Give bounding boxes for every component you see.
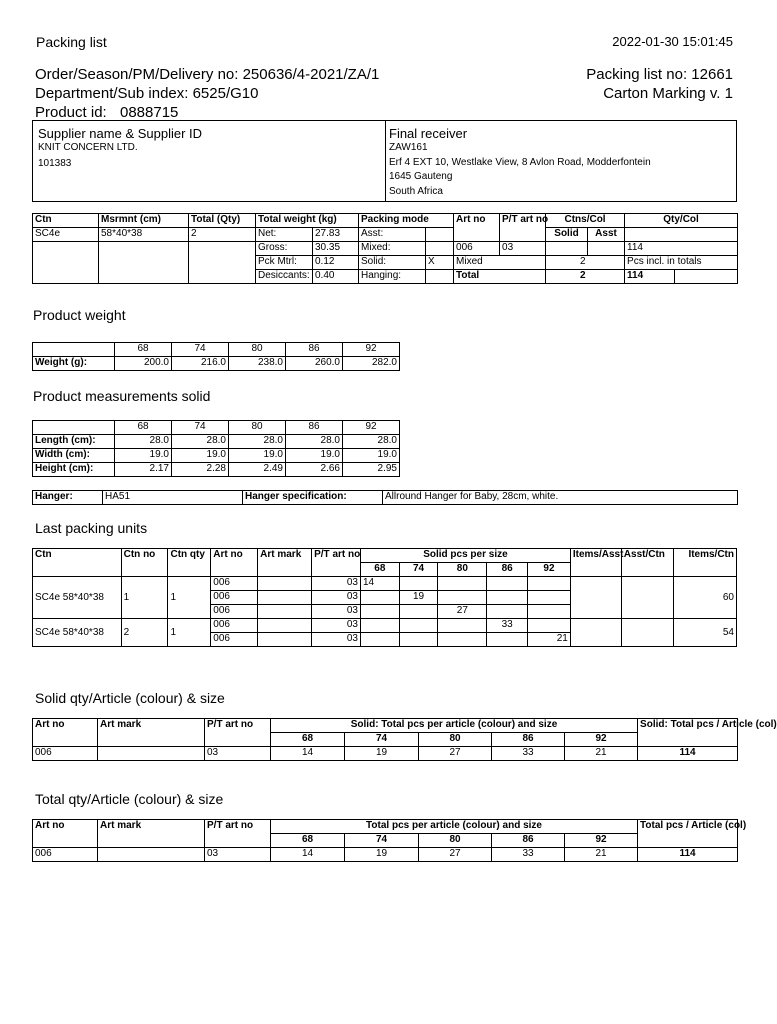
mixed-label: Mixed: [359, 242, 426, 256]
size-80: 80 [438, 563, 487, 577]
box-divider [385, 121, 386, 201]
row-pt: 03 [205, 848, 271, 862]
weight-value: 260.0 [286, 357, 343, 371]
col-total-pcs: Total pcs / Article (col) [638, 820, 738, 848]
row-qty [438, 577, 487, 591]
size-68: 68 [271, 834, 345, 848]
row-pt: 03 [312, 577, 361, 591]
row-qty [438, 619, 487, 633]
hanger-spec-label: Hanger specification: [243, 491, 383, 505]
receiver-address: Erf 4 EXT 10, Westlake View, 8 Avlon Road, Modderfontein [389, 157, 651, 168]
row-total: 114 [638, 848, 738, 862]
col-solid-total: Solid: Total pcs / Article (col) [638, 719, 738, 747]
row-qty: 33 [492, 747, 565, 761]
row-pt: 03 [205, 747, 271, 761]
row-qty: 21 [565, 747, 638, 761]
section-last-units: Last packing units [35, 520, 148, 536]
total-row-label: Total [454, 270, 546, 284]
col-art-no: Art no [33, 820, 98, 848]
size-92: 92 [343, 421, 400, 435]
size-74: 74 [172, 343, 229, 357]
receiver-country: South Africa [389, 186, 443, 197]
size-68: 68 [271, 733, 345, 747]
row-qty: 14 [361, 577, 400, 591]
col-measurement: Msrmnt (cm) [99, 214, 189, 228]
weight-label: Weight (g): [33, 357, 115, 371]
col-items-ctn: Items/Ctn [673, 549, 736, 577]
solid-mark: X [426, 256, 454, 270]
group-ctn-qty: 1 [168, 577, 211, 619]
size-74: 74 [172, 421, 229, 435]
row-art-mark [258, 619, 312, 633]
print-datetime: 2022-01-30 15:01:45 [612, 34, 733, 49]
row-qty: 33 [487, 619, 528, 633]
row-qty [487, 605, 528, 619]
row-qty [487, 577, 528, 591]
weight-table [32, 342, 400, 371]
row-qty [438, 633, 487, 647]
hanging-mark [426, 270, 454, 284]
row-qty: 21 [528, 633, 571, 647]
row-solid [546, 242, 588, 256]
total-solid-count: 2 [546, 270, 588, 284]
row-qty [399, 577, 438, 591]
size-80: 80 [419, 834, 492, 848]
supplier-receiver-box [32, 120, 737, 202]
desiccants-value: 0.40 [313, 270, 359, 284]
row-qty [528, 591, 571, 605]
col-asst-ctn: Asst/Ctn [621, 549, 673, 577]
net-label: Net: [256, 228, 313, 242]
total-qty-value: 2 [189, 228, 256, 242]
row-qty [399, 633, 438, 647]
qty-col-blank [625, 228, 738, 242]
size-92: 92 [565, 733, 638, 747]
col-art-mark: Art mark [98, 820, 205, 848]
height-label: Height (cm): [33, 463, 115, 477]
col-art-no: Art no [454, 214, 500, 242]
measurement-blank [99, 242, 189, 284]
row-pt-art-no: 03 [500, 242, 546, 256]
row-qty [361, 605, 400, 619]
ctn-value: SC4e [33, 228, 99, 242]
row-art-no: 006 [211, 577, 258, 591]
total-blank [189, 242, 256, 284]
weight-value: 238.0 [229, 357, 286, 371]
row-pt: 03 [312, 605, 361, 619]
measure-corner [33, 421, 115, 435]
carton-marking: Carton Marking v. 1 [603, 85, 733, 102]
row-art-no: 006 [211, 605, 258, 619]
row-qty [399, 605, 438, 619]
pck-mtrl-label: Pck Mtrl: [256, 256, 313, 270]
gross-label: Gross: [256, 242, 313, 256]
size-86: 86 [487, 563, 528, 577]
row-qty: 19 [345, 747, 419, 761]
row-art-mark [98, 747, 205, 761]
hanger-label: Hanger: [33, 491, 103, 505]
row-qty: 27 [419, 848, 492, 862]
col-solid: Solid [546, 228, 588, 242]
col-art-no: Art no [33, 719, 98, 747]
row-art-no: 006 [211, 619, 258, 633]
measurements-table [32, 420, 400, 477]
hanger-table [32, 490, 738, 505]
length-value: 28.0 [172, 435, 229, 449]
size-74: 74 [399, 563, 438, 577]
mixed-asst-count [588, 256, 625, 270]
row-art-no: 006 [211, 591, 258, 605]
col-art-mark: Art mark [258, 549, 312, 577]
product-id-label: Product id: [35, 104, 107, 121]
row-qty [361, 633, 400, 647]
size-74: 74 [345, 733, 419, 747]
row-art-no: 006 [211, 633, 258, 647]
asst-label: Asst: [359, 228, 426, 242]
section-solid-qty: Solid qty/Article (colour) & size [35, 690, 225, 706]
receiver-heading: Final receiver [389, 126, 468, 141]
col-ctn: Ctn [33, 214, 99, 228]
width-value: 19.0 [286, 449, 343, 463]
measurement-value: 58*40*38 [99, 228, 189, 242]
section-measurements: Product measurements solid [33, 388, 211, 404]
product-id: 0888715 [120, 104, 179, 121]
solid-label: Solid: [359, 256, 426, 270]
mixed-row-label: Mixed [454, 256, 546, 270]
row-qty: 21 [565, 848, 638, 862]
col-ctns-col: Ctns/Col [546, 214, 625, 228]
row-qty: 14 [271, 848, 345, 862]
size-86: 86 [286, 421, 343, 435]
group-items-asst [570, 619, 621, 647]
row-pt: 03 [312, 633, 361, 647]
width-label: Width (cm): [33, 449, 115, 463]
group-asst-ctn [621, 619, 673, 647]
order-info: Order/Season/PM/Delivery no: 250636/4-2021/ZA/1 [35, 66, 380, 83]
group-items-asst [570, 577, 621, 619]
row-art-mark [258, 591, 312, 605]
height-value: 2.17 [115, 463, 172, 477]
asst-mark [426, 228, 454, 242]
col-asst: Asst [588, 228, 625, 242]
col-art-no: Art no [211, 549, 258, 577]
row-qty [528, 605, 571, 619]
height-value: 2.66 [286, 463, 343, 477]
last-units-table [32, 548, 737, 647]
col-total-group: Total pcs per article (colour) and size [271, 820, 638, 834]
row-pt: 03 [312, 591, 361, 605]
group-items-ctn: 60 [673, 577, 736, 619]
row-pt: 03 [312, 619, 361, 633]
supplier-heading: Supplier name & Supplier ID [38, 126, 203, 141]
row-art-no: 006 [33, 747, 98, 761]
col-ctn: Ctn [33, 549, 122, 577]
col-pt-art-no: P/T art no [312, 549, 361, 577]
col-total-weight: Total weight (kg) [256, 214, 359, 228]
size-86: 86 [492, 834, 565, 848]
size-92: 92 [565, 834, 638, 848]
total-qty-table [32, 819, 747, 862]
length-value: 28.0 [286, 435, 343, 449]
section-product-weight: Product weight [33, 307, 126, 323]
group-ctn-no: 1 [121, 577, 168, 619]
height-value: 2.49 [229, 463, 286, 477]
size-68: 68 [361, 563, 400, 577]
row-art-no: 006 [454, 242, 500, 256]
size-92: 92 [343, 343, 400, 357]
mixed-qty-note: Pcs incl. in totals [625, 256, 738, 270]
total-asst-count [588, 270, 625, 284]
pck-mtrl-value: 0.12 [313, 256, 359, 270]
row-qty [438, 591, 487, 605]
width-value: 19.0 [115, 449, 172, 463]
group-items-ctn: 54 [673, 619, 736, 647]
col-packing-mode: Packing mode [359, 214, 454, 228]
size-80: 80 [419, 733, 492, 747]
row-total: 114 [638, 747, 738, 761]
department-info: Department/Sub index: 6525/G10 [35, 85, 259, 102]
solid-qty-table [32, 718, 777, 761]
size-74: 74 [345, 834, 419, 848]
row-qty: 33 [492, 848, 565, 862]
receiver-code: ZAW161 [389, 142, 428, 153]
row-qty [361, 591, 400, 605]
row-art-mark [258, 633, 312, 647]
group-ctn-qty: 1 [168, 619, 211, 647]
hanging-label: Hanging: [359, 270, 426, 284]
weight-value: 200.0 [115, 357, 172, 371]
group-ctn-no: 2 [121, 619, 168, 647]
supplier-id: 101383 [38, 158, 72, 169]
hanger-spec-value: Allround Hanger for Baby, 28cm, white. [383, 491, 738, 505]
carton-table [32, 213, 738, 284]
col-items-asst: Items/Asst [570, 549, 621, 577]
net-value: 27.83 [313, 228, 359, 242]
row-qty [528, 577, 571, 591]
width-value: 19.0 [343, 449, 400, 463]
row-asst [588, 242, 625, 256]
length-value: 28.0 [229, 435, 286, 449]
size-86: 86 [286, 343, 343, 357]
packing-list-no: Packing list no: 12661 [586, 66, 733, 83]
row-qty: 19 [399, 591, 438, 605]
receiver-city: 1645 Gauteng [389, 171, 453, 182]
section-total-qty: Total qty/Article (colour) & size [35, 791, 224, 807]
row-qty [487, 633, 528, 647]
size-86: 86 [492, 733, 565, 747]
size-80: 80 [229, 421, 286, 435]
col-art-mark: Art mark [98, 719, 205, 747]
col-pt-art-no: P/T art no [205, 719, 271, 747]
height-value: 2.95 [343, 463, 400, 477]
ctn-blank [33, 242, 99, 284]
size-68: 68 [115, 343, 172, 357]
col-pt-art-no: P/T art no [205, 820, 271, 848]
col-qty-col: Qty/Col [625, 214, 738, 228]
row-qty [399, 619, 438, 633]
size-68: 68 [115, 421, 172, 435]
row-qty-col: 114 [625, 242, 738, 256]
gross-value: 30.35 [313, 242, 359, 256]
mixed-solid-count: 2 [546, 256, 588, 270]
col-solid-group: Solid: Total pcs per article (colour) and size [271, 719, 638, 733]
length-label: Length (cm): [33, 435, 115, 449]
col-ctn-qty: Ctn qty [168, 549, 211, 577]
size-80: 80 [229, 343, 286, 357]
height-value: 2.28 [172, 463, 229, 477]
weight-value: 216.0 [172, 357, 229, 371]
weight-value: 282.0 [343, 357, 400, 371]
group-ctn: SC4e 58*40*38 [33, 577, 122, 619]
row-qty: 27 [438, 605, 487, 619]
length-value: 28.0 [343, 435, 400, 449]
group-ctn: SC4e 58*40*38 [33, 619, 122, 647]
row-qty: 19 [345, 848, 419, 862]
row-qty [528, 619, 571, 633]
row-art-no: 006 [33, 848, 98, 862]
row-qty: 14 [271, 747, 345, 761]
col-solid-pcs: Solid pcs per size [361, 549, 571, 563]
total-qty-col: 114 [625, 270, 675, 284]
total-qty-blank [675, 270, 738, 284]
hanger-value: HA51 [103, 491, 243, 505]
length-value: 28.0 [115, 435, 172, 449]
row-qty [361, 619, 400, 633]
col-total-qty: Total (Qty) [189, 214, 256, 228]
group-asst-ctn [621, 577, 673, 619]
row-art-mark [258, 605, 312, 619]
col-ctn-no: Ctn no [121, 549, 168, 577]
row-art-mark [98, 848, 205, 862]
weight-corner [33, 343, 115, 357]
size-92: 92 [528, 563, 571, 577]
page-title: Packing list [36, 34, 107, 50]
row-art-mark [258, 577, 312, 591]
row-qty: 27 [419, 747, 492, 761]
row-qty [487, 591, 528, 605]
width-value: 19.0 [172, 449, 229, 463]
col-pt-art-no: P/T art no [500, 214, 546, 242]
mixed-mark [426, 242, 454, 256]
supplier-name: KNIT CONCERN LTD. [38, 142, 138, 153]
width-value: 19.0 [229, 449, 286, 463]
desiccants-label: Desiccants: [256, 270, 313, 284]
